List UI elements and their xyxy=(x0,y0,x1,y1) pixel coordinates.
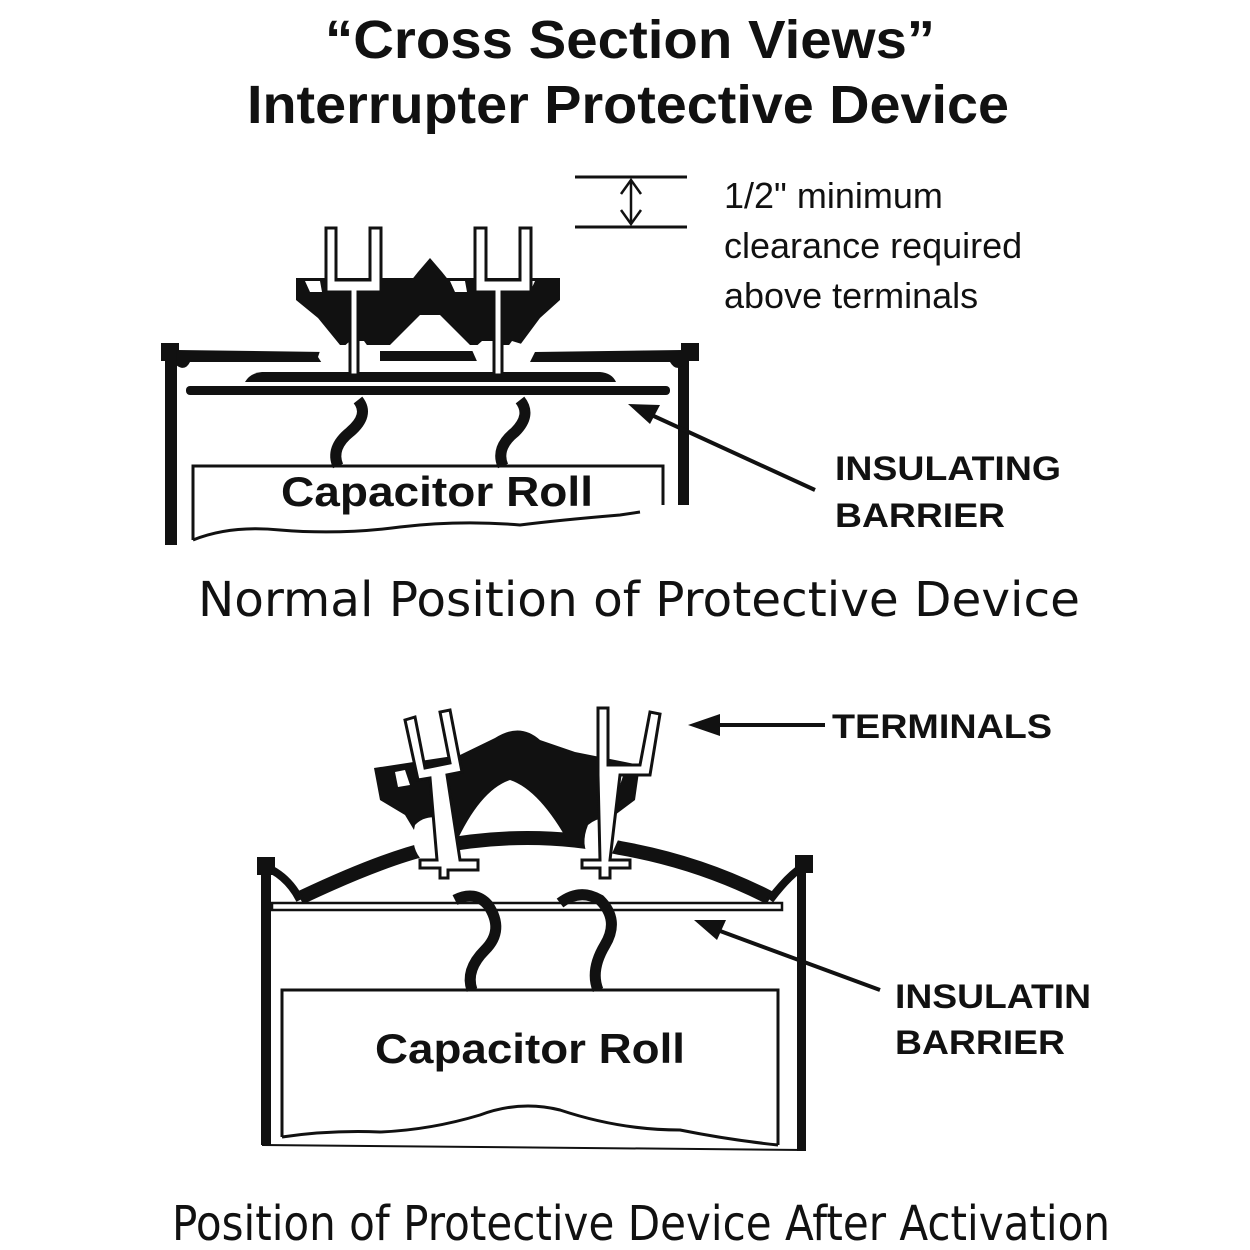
barrier-pointer-arrow xyxy=(628,404,815,490)
capacitor-roll-label: Capacitor Roll xyxy=(375,1025,685,1072)
insulating-barrier-label-line-2: BARRIER xyxy=(895,1024,1065,1062)
clearance-note-line-1: 1/2" minimum xyxy=(724,175,943,216)
normal-view-caption: Normal Position of Protective Device xyxy=(198,572,1080,628)
clearance-note-line-2: clearance required xyxy=(724,225,1023,266)
title-line-1: “Cross Section Views” xyxy=(325,10,935,70)
lead-wire-left xyxy=(336,400,363,466)
activated-view-drawing xyxy=(257,708,880,1151)
barrier-pointer-arrow xyxy=(694,920,880,990)
clearance-note-line-3: above terminals xyxy=(724,275,979,316)
insulating-barrier-label-line-2: BARRIER xyxy=(835,497,1005,535)
terminals-pointer-arrow xyxy=(688,714,825,736)
insulating-barrier xyxy=(186,386,670,395)
insulating-barrier-label-line-1: INSULATIN xyxy=(895,978,1091,1016)
title-line-2: Interrupter Protective Device xyxy=(247,75,1009,135)
domed-lid xyxy=(300,838,770,898)
lead-wire-right xyxy=(501,400,525,466)
normal-view-drawing xyxy=(161,177,815,545)
insulating-barrier xyxy=(272,903,782,910)
terminals-label: TERMINALS xyxy=(832,708,1052,746)
capacitor-roll-label: Capacitor Roll xyxy=(281,468,593,515)
terminal-plate xyxy=(245,372,616,382)
insulating-barrier-label-line-1: INSULATING xyxy=(835,450,1061,488)
activated-view-caption: Position of Protective Device After Activation xyxy=(172,1196,1110,1250)
clearance-dimension xyxy=(575,177,687,227)
